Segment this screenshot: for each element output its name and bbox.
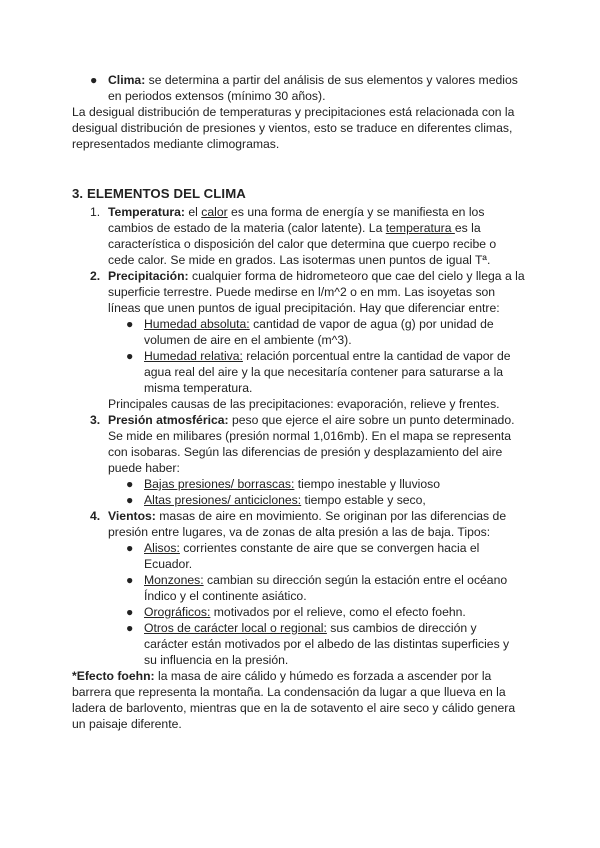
temperatura-term: Temperatura: bbox=[108, 205, 185, 219]
item-precipitacion: 2. Precipitación: cualquier forma de hidrometeoro que cae del cielo y llega a la superficie terrestre. Puede medirse en l/m^2 o en mm. Las isoyetas son líneas que unen puntos de igual precipitación. Hay que diferenciar entre: bbox=[90, 268, 530, 316]
sub-alisos: ● Alisos: corrientes constante de aire que se convergen hacia el Ecuador. bbox=[126, 541, 480, 571]
bullet-dot: ● bbox=[126, 605, 134, 619]
bullet-dot: ● bbox=[126, 477, 134, 491]
foehn-paragraph: *Efecto foehn: la masa de aire cálido y húmedo es forzada a ascender por la barrera que representa la montaña. La condensación da lugar a que llueva en la ladera de barlovento, mientras que en la de sotavento el aire seco y cálido genera un paisaje diferente. bbox=[72, 669, 516, 731]
item-temperatura: 1. Temperatura: el calor es una forma de energía y se manifiesta en los cambios de estado de la materia (calor latente). La temperatura es la característica o disposición del calor que determina que cuerpo recibe o cede calor. Se mide en grados. Las isotermas unen puntos de igual Tª. bbox=[90, 204, 520, 268]
item-presion: 3. Presión atmosférica: peso que ejerce el aire sobre un punto determinado. Se mide en milibares (presión normal 1,016mb). En el mapa se representa con isobaras. Según las diferencias de presión y desplazamiento del aire puede haber: bbox=[90, 412, 528, 476]
precipitacion-term: Precipitación: bbox=[108, 269, 189, 283]
temperatura-text: Temperatura: el calor es una forma de energía y se manifiesta en los cambios de estado de la materia (calor latente). La temperatura es la característica o disposición del calor que determina que cuerpo recibe o cede calor. Se mide en grados. Las isotermas unen puntos de igual Tª. bbox=[108, 205, 497, 267]
sub-bajas-presiones: ● Bajas presiones/ borrascas: tiempo inestable y lluvioso bbox=[126, 477, 441, 491]
sub-otros-locales: ● Otros de carácter local o regional: sus cambios de dirección y carácter están motivados por el albedo de las distintas superficies y su influencia en la presión. bbox=[126, 621, 510, 667]
item-vientos: 4. Vientos: masas de aire en movimiento. Se originan por las diferencias de presión entre lugares, va de zonas de alta presión a las de baja. Tipos: bbox=[90, 508, 522, 540]
bullet-dot: ● bbox=[90, 73, 98, 87]
sub-monzones: ● Monzones: cambian su dirección según la estación entre el océano Índico y el continente asiático. bbox=[126, 573, 508, 603]
bullet-dot: ● bbox=[126, 621, 134, 635]
intro-paragraph: La desigual distribución de temperaturas y precipitaciones está relacionada con la desigual distribución de presiones y vientos, esto se traduce en diferentes climas, representados mediante climogramas. bbox=[72, 105, 515, 151]
bullet-dot: ● bbox=[126, 573, 134, 587]
bullet-dot: ● bbox=[126, 349, 134, 363]
presion-text: Presión atmosférica: peso que ejerce el aire sobre un punto determinado. Se mide en milibares (presión normal 1,016mb). En el mapa se representa con isobaras. Según las diferencias de presión y desplazamiento del aire puede haber: bbox=[108, 413, 515, 475]
clima-text: Clima: se determina a partir del análisis de sus elementos y valores medios en periodos extensos (mínimo 30 años). bbox=[108, 73, 518, 103]
vientos-text: Vientos: masas de aire en movimiento. Se originan por las diferencias de presión entre lugares, va de zonas de alta presión a las de baja. Tipos: bbox=[108, 509, 507, 539]
clima-term: Clima: bbox=[108, 73, 146, 87]
sub-humedad-relativa: ● Humedad relativa: relación porcentual entre la cantidad de vapor de agua real del aire y la que necesitaría contener para saturarse a la misma temperatura. bbox=[126, 349, 511, 395]
precipitacion-text: Precipitación: cualquier forma de hidrometeoro que cae del cielo y llega a la superficie terrestre. Puede medirse en l/m^2 o en mm. Las isoyetas son líneas que unen puntos de igual precipitación. Hay que diferenciar entre: bbox=[108, 269, 525, 315]
foehn-term: *Efecto foehn: bbox=[72, 669, 155, 683]
sub-altas-presiones: ● Altas presiones/ anticiclones: tiempo estable y seco, bbox=[126, 493, 426, 507]
presion-term: Presión atmosférica: bbox=[108, 413, 229, 427]
sub-humedad-absoluta: ● Humedad absoluta: cantidad de vapor de agua (g) por unidad de volumen de aire en el ambiente (m^3). bbox=[126, 317, 494, 347]
section-heading: 3. ELEMENTOS DEL CLIMA bbox=[72, 186, 246, 201]
precipitacion-causas: Principales causas de las precipitaciones: evaporación, relieve y frentes. bbox=[108, 397, 500, 411]
bullet-dot: ● bbox=[126, 493, 134, 507]
bullet-dot: ● bbox=[126, 541, 134, 555]
clima-bullet bbox=[90, 72, 530, 104]
bullet-dot: ● bbox=[126, 317, 134, 331]
sub-orograficos: ● Orográficos: motivados por el relieve, como el efecto foehn. bbox=[126, 605, 466, 619]
vientos-term: Vientos: bbox=[108, 509, 156, 523]
